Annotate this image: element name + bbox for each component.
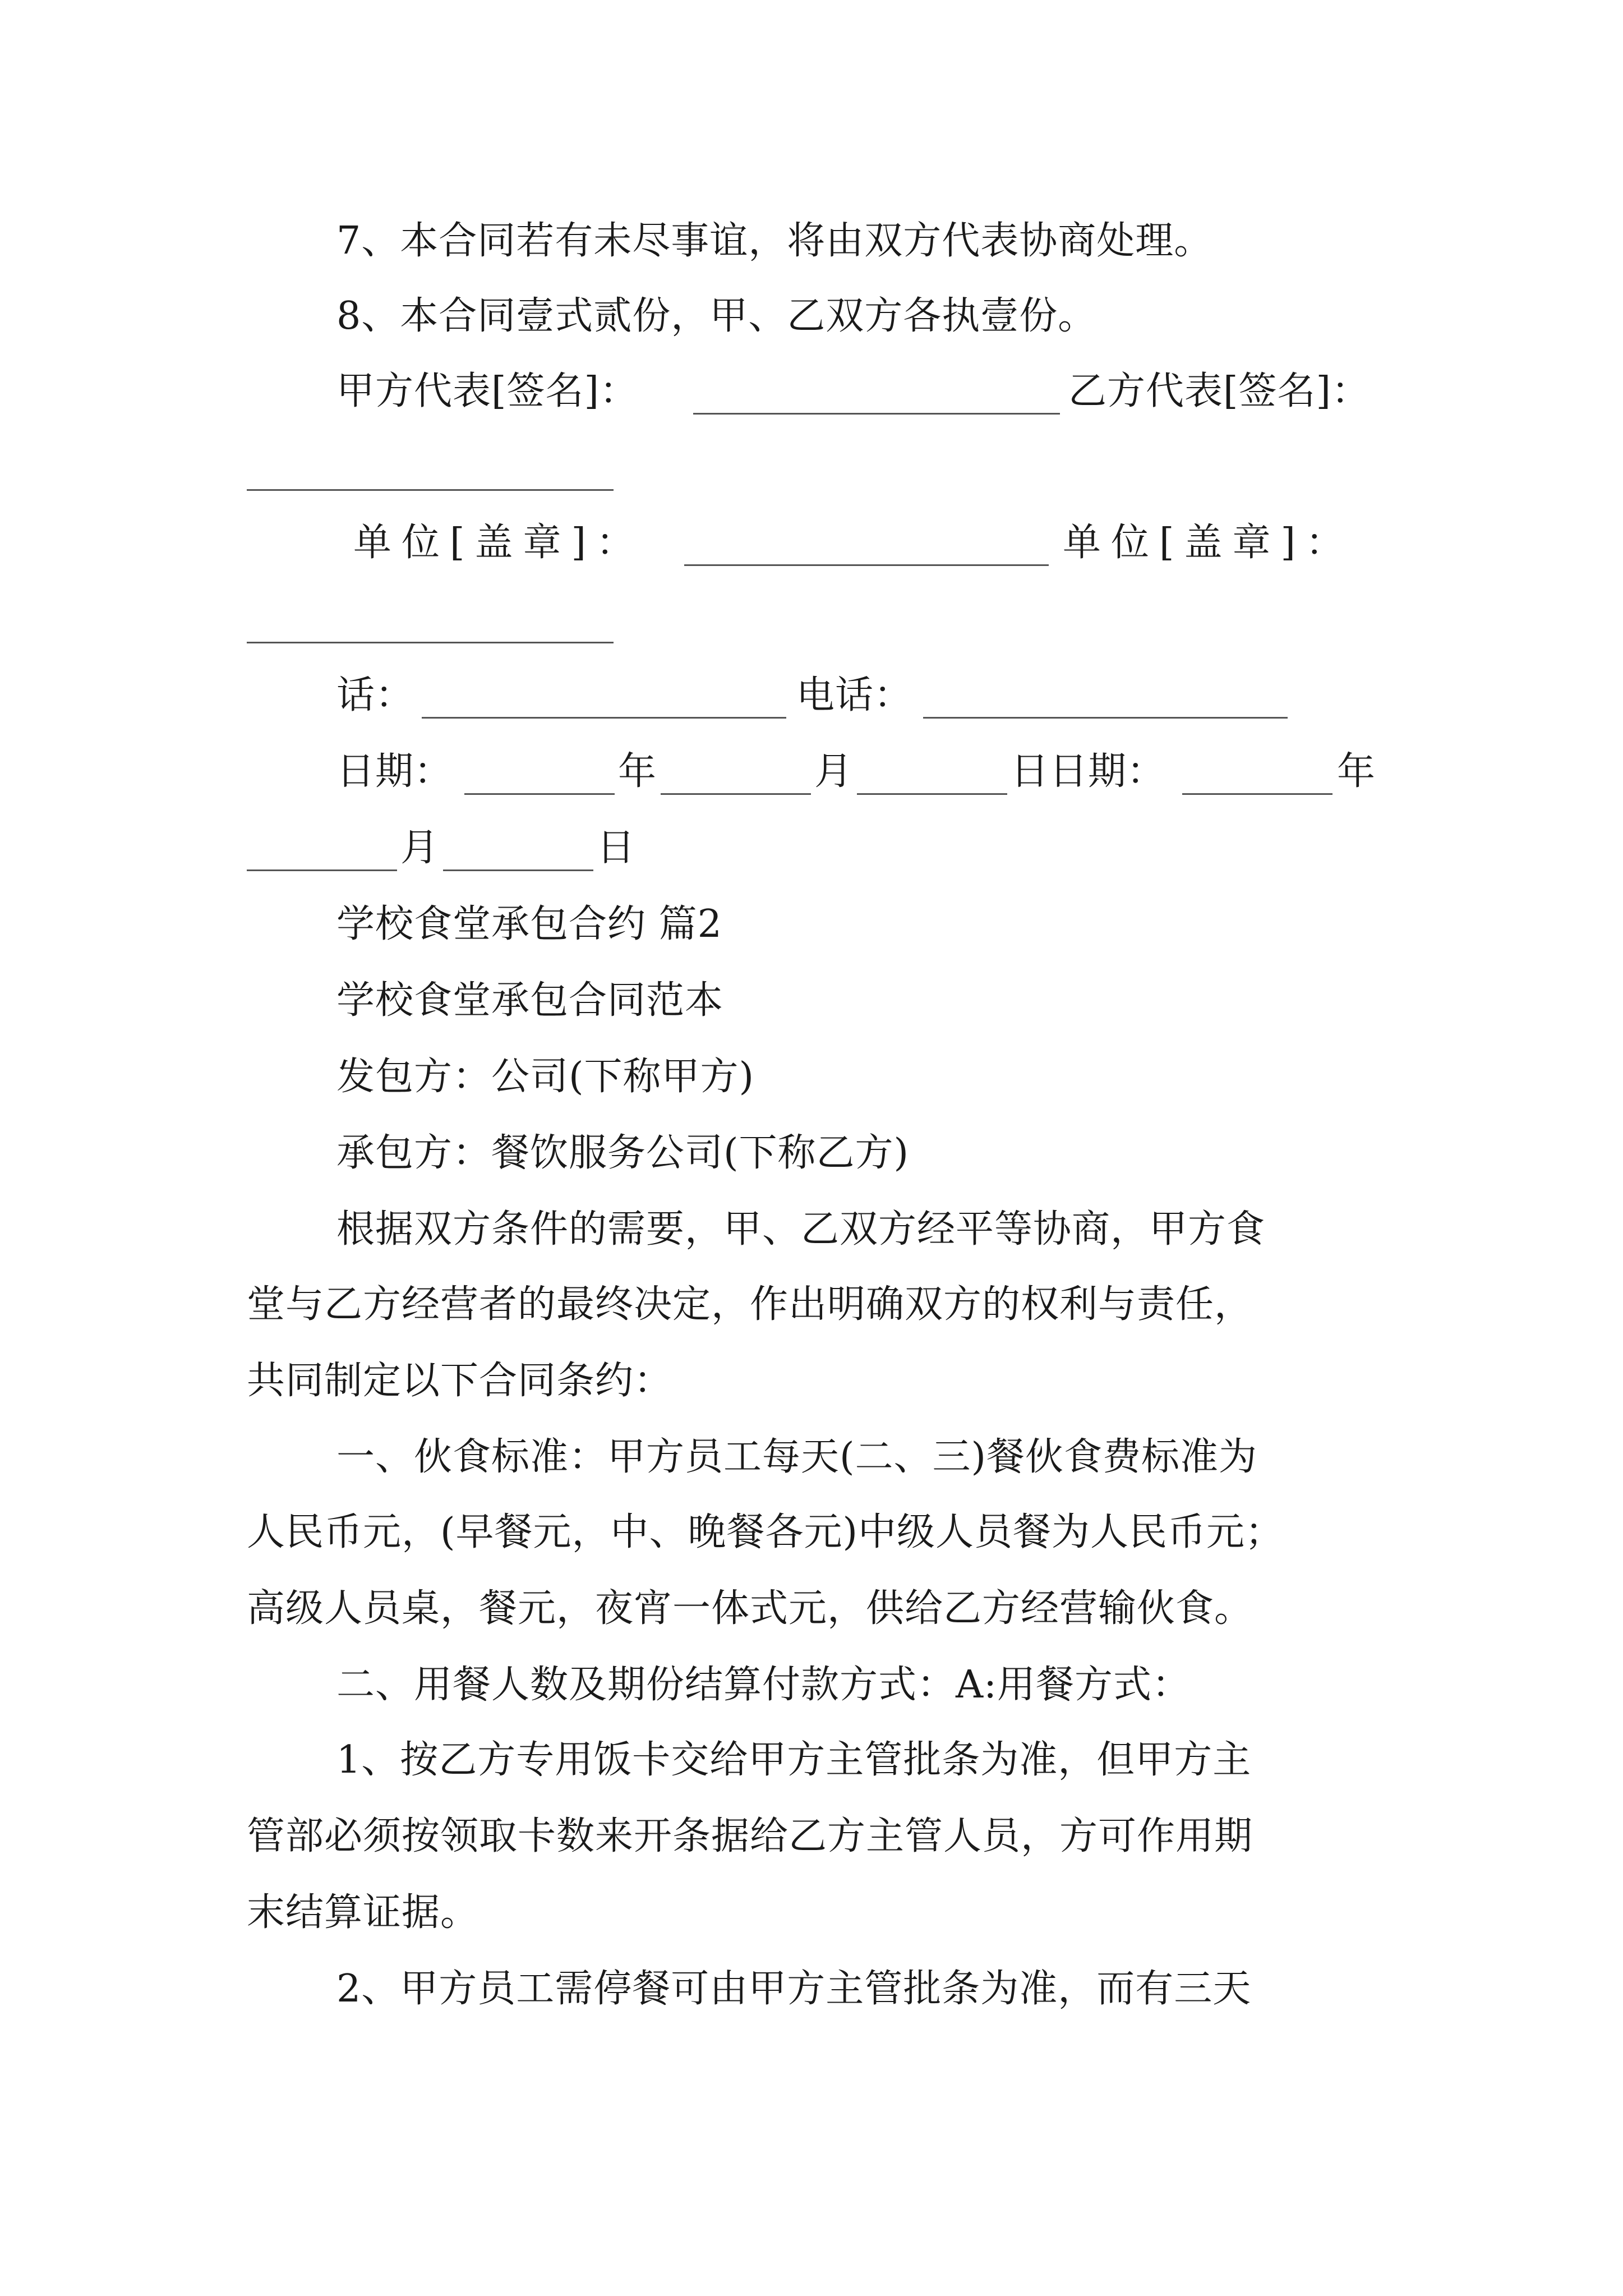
date-a-day-blank bbox=[857, 793, 1007, 795]
phone-a-label: 话： bbox=[336, 673, 414, 717]
date-b-day-blank bbox=[443, 869, 593, 871]
phone-b-blank bbox=[923, 717, 1288, 719]
intro-line-2: 堂与乙方经营者的最终决定，作出明确双方的权利与责任， bbox=[247, 1282, 1253, 1327]
contract-title: 学校食堂承包合同范本 bbox=[336, 978, 724, 1023]
phone-b-label: 电话： bbox=[796, 673, 913, 717]
contractor-line: 承包方：餐饮服务公司(下称乙方) bbox=[336, 1131, 910, 1175]
sub-1-line-2: 管部必须按领取卡数来开条据给乙方主管人员，方可作用期 bbox=[247, 1814, 1253, 1858]
intro-line-1: 根据双方条件的需要，甲、乙双方经平等协商，甲方食 bbox=[336, 1207, 1266, 1251]
clause-7: 7、本合同若有未尽事谊，将由双方代表协商处理。 bbox=[336, 219, 1213, 263]
party-a-rep-label: 甲方代表[签名]： bbox=[336, 369, 639, 413]
date-b-month: 月 bbox=[400, 826, 440, 870]
party-a-signature-blank bbox=[693, 413, 1060, 415]
unit-a-label: 单位[盖章]： bbox=[353, 521, 645, 565]
unit-a-seal-blank bbox=[684, 564, 1049, 566]
item-2-heading: 二、用餐人数及期份结算付款方式：A:用餐方式： bbox=[336, 1663, 1191, 1707]
unit-b-label: 单位[盖章]： bbox=[1063, 521, 1354, 565]
date-a-year: 年 bbox=[618, 749, 657, 794]
item-1-line-1: 一、伙食标准：甲方员工每天(二、三)餐伙食费标准为 bbox=[336, 1435, 1258, 1479]
sub-1-line-3: 末结算证据。 bbox=[247, 1890, 479, 1935]
date-a-month-blank bbox=[661, 793, 811, 795]
party-b-rep-label: 乙方代表[签名]： bbox=[1068, 369, 1371, 413]
date-b-label: 日日期： bbox=[1011, 749, 1166, 794]
date-a-label: 日期： bbox=[336, 749, 453, 794]
date-b-month-blank bbox=[247, 869, 397, 871]
date-b-day: 日 bbox=[597, 826, 636, 870]
date-b-year: 年 bbox=[1337, 749, 1376, 794]
unit-b-seal-blank bbox=[247, 642, 614, 643]
sub-1-line-1: 1、按乙方专用饭卡交给甲方主管批条为准，但甲方主 bbox=[336, 1738, 1252, 1782]
party-b-signature-blank bbox=[247, 489, 614, 491]
intro-line-3: 共同制定以下合同条约： bbox=[247, 1359, 673, 1403]
date-a-year-blank bbox=[464, 793, 615, 795]
date-a-month: 月 bbox=[814, 749, 854, 794]
date-b-year-blank bbox=[1182, 793, 1332, 795]
item-1-line-2: 人民币元，(早餐元，中、晚餐各元)中级人员餐为人民币元； bbox=[247, 1510, 1284, 1554]
phone-a-blank bbox=[422, 717, 786, 719]
item-1-line-3: 高级人员桌，餐元，夜宵一体式元，供给乙方经营输伙食。 bbox=[247, 1586, 1253, 1631]
sub-2-line-1: 2、甲方员工需停餐可由甲方主管批条为准，而有三天 bbox=[336, 1967, 1252, 2011]
employer-line: 发包方：公司(下称甲方) bbox=[336, 1055, 755, 1099]
clause-8: 8、本合同壹式贰份，甲、乙双方各执壹份。 bbox=[336, 294, 1097, 338]
section-title: 学校食堂承包合约 篇2 bbox=[336, 902, 722, 946]
